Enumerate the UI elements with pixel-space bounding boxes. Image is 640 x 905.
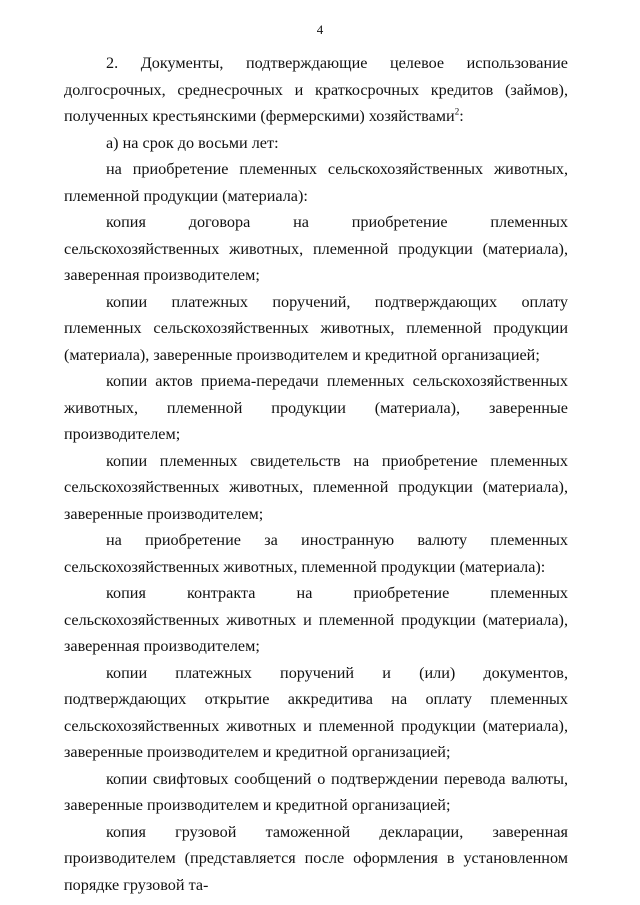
category-breeding-purchase: на приобретение племенных сельскохозяйственных животных, племенной продукции (материала): [64, 160, 568, 205]
section-heading-colon: : [459, 107, 464, 125]
page-number: 4 [316, 22, 324, 37]
list-item-letter-of-credit: копии платежных поручений и (или) документов, подтверждающих открытие аккредитива на оплату племенных сельскохозяйственных животных и племенной продукции (материала), заверенные производителем и кредитной организацией; [64, 663, 568, 761]
document-body [64, 50, 568, 898]
section-heading-text: 2. Документы, подтверждающие целевое использование долгосрочных, среднесрочных и краткосрочных кредитов (займов), полученных крестьянскими (фермерскими) хозяйствами [64, 54, 568, 125]
footnote-reference: 2 [454, 106, 460, 117]
list-item-foreign-contract-copy: копия контракта на приобретение племенных сельскохозяйственных животных и племенной продукции (материала), заверенная производителем; [64, 584, 568, 655]
list-item-swift-messages: копии свифтовых сообщений о подтверждении перевода валюты, заверенные производителем и кредитной организацией; [64, 769, 568, 814]
section-heading-paragraph [64, 50, 568, 130]
list-item-breeding-certificates: копии племенных свидетельств на приобретение племенных сельскохозяйственных животных, племенной продукции (материала), заверенные производителем; [64, 451, 568, 523]
list-item-payment-orders: копии платежных поручений, подтверждающих оплату племенных сельскохозяйственных животных, племенной продукции (материала), заверенные производителем и кредитной организацией; [64, 292, 568, 364]
list-item-customs-declaration: копия грузовой таможенной декларации, заверенная производителем (представляется после оформления в установленном порядке грузовой та- [64, 822, 568, 894]
category-foreign-currency-purchase: на приобретение за иностранную валюту племенных сельскохозяйственных животных, племенной продукции (материала): [64, 531, 568, 576]
list-item-contract-copy: копия договора на приобретение племенных сельскохозяйственных животных, племенной продукции (материала), заверенная производителем; [64, 213, 568, 284]
subsection-term: а) на срок до восьми лет: [106, 133, 279, 152]
list-item-transfer-acts: копии актов приема-передачи племенных сельскохозяйственных животных, племенной продукции (материала), заверенные производителем; [64, 372, 568, 443]
